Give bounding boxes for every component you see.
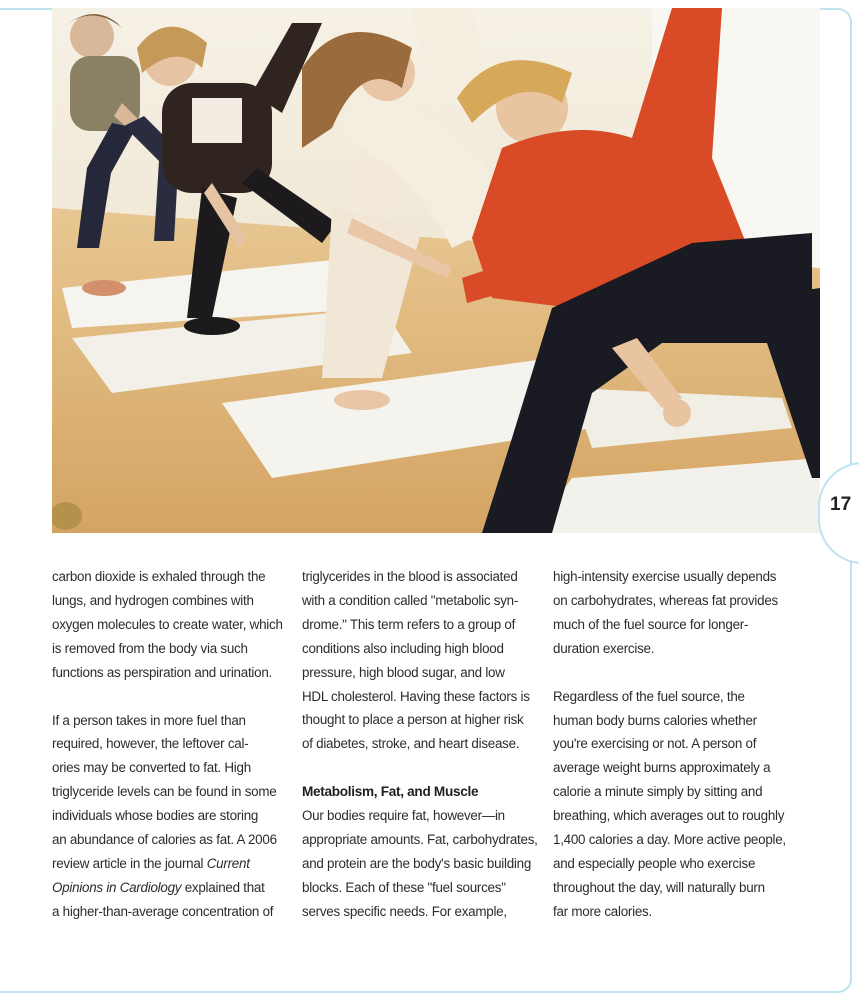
- text-column-1: [52, 565, 292, 924]
- page-number: 17: [830, 494, 852, 515]
- journal-title: Opinions in Cardiology: [52, 879, 182, 895]
- paragraph: Our bodies require fat, however—in appropriate amounts. Fat, carbohydrates, and protein are the body's basic building blocks. Each of these "fuel sources" serves specific needs. For example,: [302, 808, 538, 919]
- text-column-2: [302, 565, 542, 924]
- paragraph: If a person takes in more fuel than required, however, the leftover cal- ories may be converted to fat. High triglyceride levels can be found in some individuals whose bodies are storing an abundance of calories as fat. A 2006 review article in the journal Current Opinions in Cardiology explained that a higher-than-average concentration of: [52, 712, 277, 919]
- yoga-class-photo: [52, 8, 820, 533]
- paragraph: carbon dioxide is exhaled through the lungs, and hydrogen combines with oxygen molecules to create water, which is removed from the body via such functions as perspiration and urination.: [52, 569, 283, 680]
- paragraph: triglycerides in the blood is associated with a condition called "metabolic syn- drome." This term refers to a group of conditions also including high blood pressure, high blood sugar, and low HDL cholesterol. Having these factors is thought to place a person at higher risk of diabetes, stroke, and heart disease.: [302, 569, 530, 752]
- section-heading: Metabolism, Fat, and Muscle: [302, 784, 479, 800]
- photo-illustration: [52, 8, 820, 533]
- paragraph: high-intensity exercise usually depends on carbohydrates, whereas fat provides much of the fuel source for longer- duration exercise.: [553, 569, 778, 656]
- journal-title: Current: [206, 855, 250, 871]
- text-column-3: [553, 565, 793, 924]
- paragraph: Regardless of the fuel source, the human body burns calories whether you're exercising or not. A person of average weight burns approximately a calorie a minute simply by sitting and breathing, which averages out to roughly 1,400 calories a day. More active people, and especially people who exercise throughout the day, will naturally burn far more calories.: [553, 688, 786, 919]
